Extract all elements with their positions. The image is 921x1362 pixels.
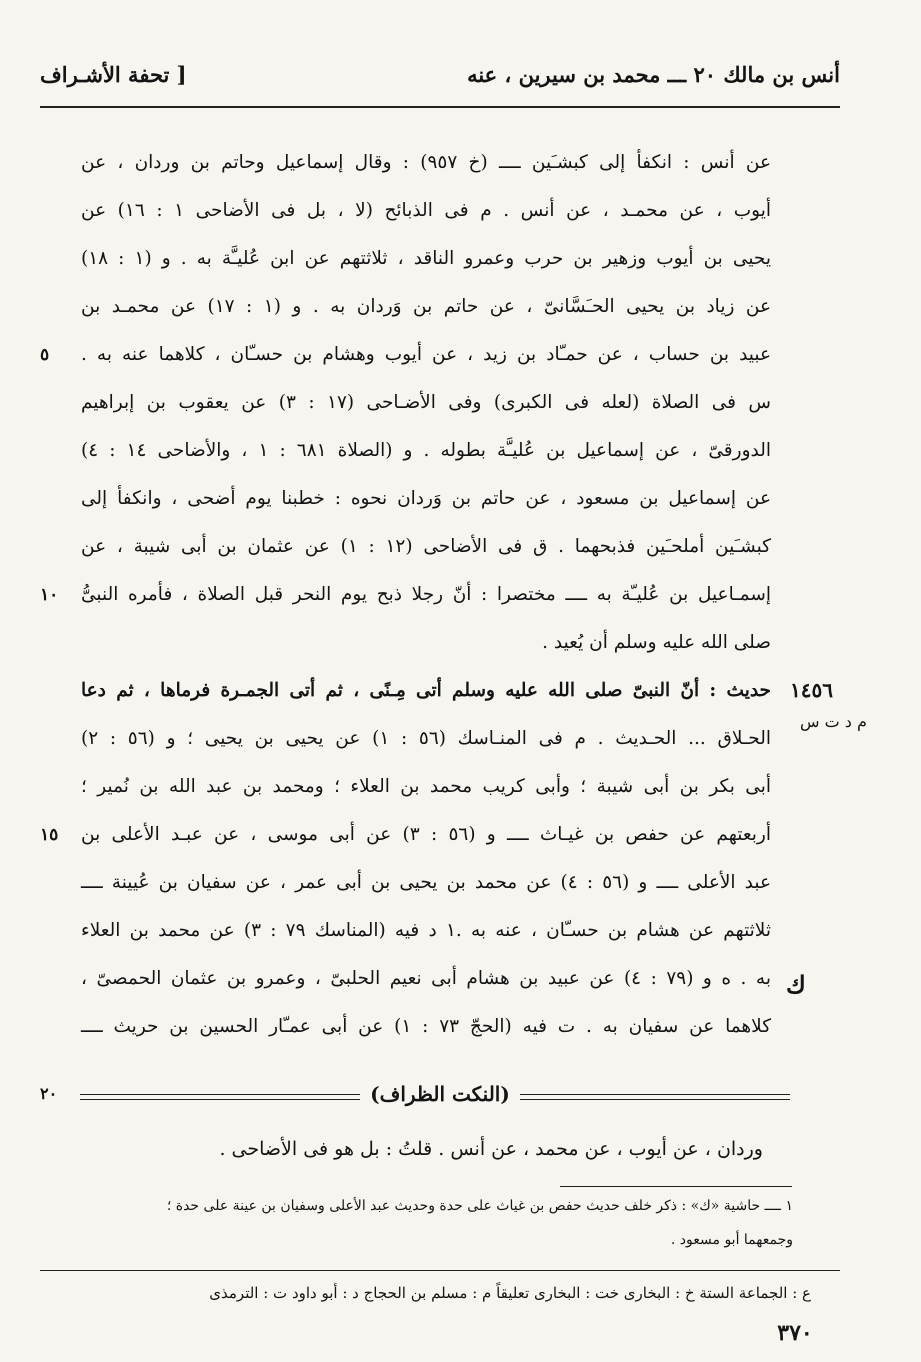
text-line: أربعتهم عن حفص بن غيـاث ــــ و (٥٦ : ٣) عن أبى موسى ، عن عبـد الأعلى بن bbox=[81, 824, 771, 845]
sigla-legend: ع : الجماعة الستة خ : البخارى خت : البخارى تعليقاً م : مسلم بن الحجاج د : أبو داود ت : الترمذى bbox=[209, 1284, 811, 1302]
footnote-line: ١ ــــ حاشية «ك» : ذكر خلف حديث حفص بن غياث على حدة وحديث عبد الأعلى وسفيان بن عينة على حدة ؛ bbox=[166, 1198, 793, 1214]
footnote-rule bbox=[560, 1186, 792, 1187]
text-line: كلاهما عن سفيان به . ت فيه (الحجّ ٧٣ : ١) عن أبى عمـّار الحسين بن حريث ــــ bbox=[81, 1016, 772, 1037]
page-number: ٣٧٠ bbox=[777, 1320, 813, 1346]
text-line: كبشـَين أملحـَين فذبحهما . ق فى الأضاحى (١٢ : ١) عن عثمان بن أبى شيبة ، عن bbox=[81, 536, 771, 557]
line-number: ٢٠ bbox=[40, 1084, 58, 1103]
nukat-title: (النكت الظراف) bbox=[370, 1082, 510, 1106]
text-line: أبى بكر بن أبى شيبة ؛ وأبى كريب محمد بن العلاء ؛ ومحمد بن عبد الله بن نُمير ؛ bbox=[81, 776, 771, 797]
hadith-sigla: م د ت س bbox=[800, 712, 867, 731]
header-chapter-title: أنس بن مالك ٢٠ ـــ محمد بن سيرين ، عنه bbox=[467, 62, 840, 87]
sigla-rule bbox=[40, 1270, 840, 1271]
line-number: ١٥ bbox=[40, 825, 59, 845]
header-book-title: [ تحفة الأشـراف bbox=[40, 62, 187, 87]
double-rule bbox=[520, 1094, 790, 1100]
footnote-line: وجمعهما أبو مسعود . bbox=[670, 1232, 793, 1248]
text-line: عبيد بن حساب ، عن حمـّاد بن زيد ، عن أيوب وهشام بن حسـّان ، كلاهما عنه به . bbox=[81, 344, 771, 365]
hadith-number: ١٤٥٦ bbox=[790, 678, 833, 702]
text-line: عن زياد بن يحيى الحـَسَّانىّ ، عن حاتم بن وَردان به . و (١ : ١٧) عن محمـد بن bbox=[81, 296, 772, 317]
manuscript-siglum: ك bbox=[786, 970, 806, 999]
line-number: ١٠ bbox=[40, 585, 59, 605]
text-line: يحيى بن أيوب وزهير بن حرب وعمرو الناقد ، ثلاثتهم عن ابن عُليـَّة به . و (١ : ١٨) bbox=[81, 248, 771, 269]
text-line: الدورقىّ ، عن إسماعيل بن عُليـَّة بطوله . و (الصلاة ٦٨١ : ١ ، والأضاحى ١٤ : ٤) bbox=[81, 440, 771, 461]
text-line: صلى الله عليه وسلم أن يُعيد . bbox=[542, 632, 771, 653]
nukat-divider bbox=[40, 1082, 800, 1112]
text-line: به . ه و (٧٩ : ٤) عن عبيد بن هشام أبى نعيم الحلبىّ ، وعمرو بن عثمان الحمصىّ ، bbox=[81, 968, 771, 989]
text-line: حديث : أنّ النبىّ صلى الله عليه وسلم أتى مِـنًى ، ثم أتى الجمـرة فرماها ، ثم دعا bbox=[81, 680, 771, 701]
text-line: عبد الأعلى ــــ و (٥٦ : ٤) عن محمد بن يحيى بن أبى عمر ، عن سفيان بن عُيينة ــــ bbox=[81, 872, 772, 893]
header-rule bbox=[40, 106, 840, 108]
text-line: إسمـاعيل بن عُليـّة به ــــ مختصرا : أنّ رجلا ذبح يوم النحر قبل الصلاة ، فأمره النبىُّ bbox=[81, 584, 771, 605]
text-line: عن إسماعيل بن مسعود ، عن حاتم بن وَردان نحوه : خطبنا يوم أضحى ، وانكفأ إلى bbox=[81, 488, 771, 509]
double-rule bbox=[80, 1094, 360, 1100]
nukat-text: وردان ، عن أيوب ، عن محمد ، عن أنس . قلتُ : بل هو فى الأضاحى . bbox=[219, 1138, 763, 1160]
text-line: أيوب ، عن محمـد ، عن أنس . م فى الذبائح (لا ، بل فى الأضاحى ١ : ١٦) عن bbox=[81, 200, 771, 221]
text-line: عن أنس : انكفأ إلى كبشـَين ــــ (خ ٩٥٧) : وقال إسماعيل وحاتم بن وردان ، عن bbox=[81, 152, 771, 173]
text-line: س فى الصلاة (لعله فى الكبرى) وفى الأضـاحى (١٧ : ٣) عن يعقوب بن إبراهيم bbox=[81, 392, 771, 413]
line-number: ٥ bbox=[40, 345, 50, 365]
running-header bbox=[40, 62, 840, 98]
text-line: الحـلاق ... الحـديث . م فى المنـاسك (٥٦ : ١) عن يحيى بن يحيى ؛ و (٥٦ : ٢) bbox=[81, 728, 771, 749]
text-line: ثلاثتهم عن هشام بن حسـّان ، عنه به .١ د فيه (المناسك ٧٩ : ٣) عن محمد بن العلاء bbox=[81, 920, 771, 941]
